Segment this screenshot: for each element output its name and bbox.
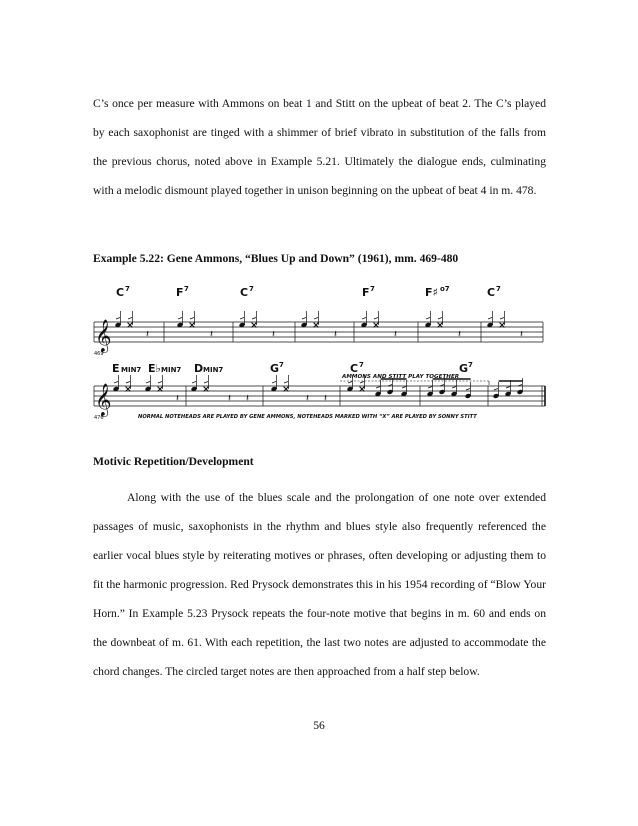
rest-icon: 𝄽 (176, 393, 180, 404)
notehead (387, 378, 394, 395)
rest-icon: 𝄽 (210, 329, 214, 340)
treble-clef-icon: 𝄞 (95, 383, 112, 416)
rest-icon: 𝄽 (306, 393, 310, 404)
notehead (439, 378, 446, 395)
system-2-notes (113, 375, 524, 404)
system-2-chords (112, 361, 473, 375)
chord-symbol: C (487, 286, 496, 299)
notehead (177, 311, 184, 328)
notehead (427, 380, 434, 397)
chord-symbol: D (194, 362, 204, 375)
chord-symbol: G (270, 362, 280, 375)
notehead (190, 311, 195, 327)
chord-symbol: E♭ (148, 362, 161, 375)
notehead (128, 311, 133, 327)
chord-quality: MIN7 (161, 366, 182, 374)
treble-clef-icon: 𝄞 (95, 319, 112, 352)
notehead (239, 311, 246, 328)
notehead (204, 375, 209, 391)
chord-symbol: F (362, 286, 370, 299)
page-number: 56 (313, 719, 325, 732)
notehead (115, 311, 122, 328)
notehead (451, 380, 458, 397)
rest-icon: 𝄽 (272, 329, 276, 340)
rest-icon: 𝄽 (520, 329, 524, 340)
rest-icon: 𝄽 (246, 393, 250, 404)
notehead (271, 375, 278, 392)
notehead (401, 380, 408, 397)
rest-icon: 𝄽 (146, 329, 150, 340)
notehead (126, 375, 131, 391)
rest-icon: 𝄽 (228, 393, 232, 404)
chord-symbol: F♯ (425, 286, 438, 299)
chord-quality: MIN7 (121, 366, 142, 374)
paragraph-motivic-repetition: Along with the use of the blues scale and the prolongation of one note over extended passages of music, saxophonists in the rhythm and blues style also frequently referenced the earlier vocal blues style by reiterating motives or phrases, often developing or adjusting them to fit the harmonic progression. Red Prysock demonstrates this in his 1954 recording of “Blow Your Horn.” In Example 5.23 Prysock repeats the four-note motive that begins in m. 60 and ends on the downbeat of m. 61. With each repetition, the last two notes are adjusted to accommodate the chord changes. The circled target notes are then approached from a half step below. (93, 491, 546, 678)
chord-symbol: G (459, 362, 469, 375)
notehead (145, 375, 152, 392)
notehead (505, 380, 512, 397)
notehead (425, 311, 432, 328)
chord-quality: 7 (184, 285, 189, 293)
staff-system-2 (94, 386, 545, 406)
measure-number: 476 (94, 415, 104, 421)
rest-icon: 𝄽 (324, 393, 328, 404)
score-svg (88, 282, 550, 432)
paragraph-dialogue: C’s once per measure with Ammons on beat 1 and Stitt on the upbeat of beat 2. The C’s played by each saxophonist are tinged with a shimmer of brief vibrato in substitution of the falls from the previous chorus, noted above in Example 5.21. Ultimately the dialogue ends, culminating with a melodic dismount played together in unison beginning on the upbeat of beat 4 in m. 478. (93, 97, 546, 197)
notehead (361, 311, 368, 328)
chord-symbol: C (240, 286, 249, 299)
notehead (301, 311, 308, 328)
together-label: AMMONS AND STITT PLAY TOGETHER (342, 374, 460, 380)
system-1-chords (116, 285, 501, 299)
notehead (374, 311, 379, 327)
notehead (252, 311, 257, 327)
measure-number: 469 (94, 351, 104, 357)
chord-quality: 7 (359, 361, 364, 369)
rest-icon: 𝄽 (458, 329, 462, 340)
notehead (113, 375, 120, 392)
notehead (493, 382, 500, 399)
chord-symbol: F (176, 286, 184, 299)
notehead (487, 311, 494, 328)
notehead (465, 382, 472, 399)
chord-quality: o7 (440, 285, 450, 293)
chord-quality: 7 (279, 361, 284, 369)
section-heading: Motivic Repetition/Development (93, 455, 254, 468)
system-1-notes (115, 311, 523, 340)
chord-quality: 7 (496, 285, 501, 293)
chord-quality: MIN7 (203, 366, 224, 374)
chord-quality: 7 (468, 361, 473, 369)
example-caption: Example 5.22: Gene Ammons, “Blues Up and Down” (1961), mm. 469-480 (93, 252, 459, 265)
chord-symbol: E (112, 362, 120, 375)
chord-quality: 7 (249, 285, 254, 293)
notehead (375, 380, 382, 397)
chord-quality: 7 (125, 285, 130, 293)
notehead (284, 375, 289, 391)
notehead (438, 311, 443, 327)
rest-icon: 𝄽 (334, 329, 338, 340)
rest-icon: 𝄽 (394, 329, 398, 340)
notehead (314, 311, 319, 327)
music-score-figure (88, 282, 550, 432)
chord-symbol: C (116, 286, 125, 299)
chord-symbol: C (350, 362, 359, 375)
score-footnote: NORMAL NOTEHEADS ARE PLAYED BY GENE AMMONS, NOTEHEADS MARKED WITH “X” ARE PLAYED BY SONNY STITT (138, 414, 477, 420)
chord-quality: 7 (370, 285, 375, 293)
notehead (500, 311, 505, 327)
notehead (158, 375, 163, 391)
notehead (191, 375, 198, 392)
